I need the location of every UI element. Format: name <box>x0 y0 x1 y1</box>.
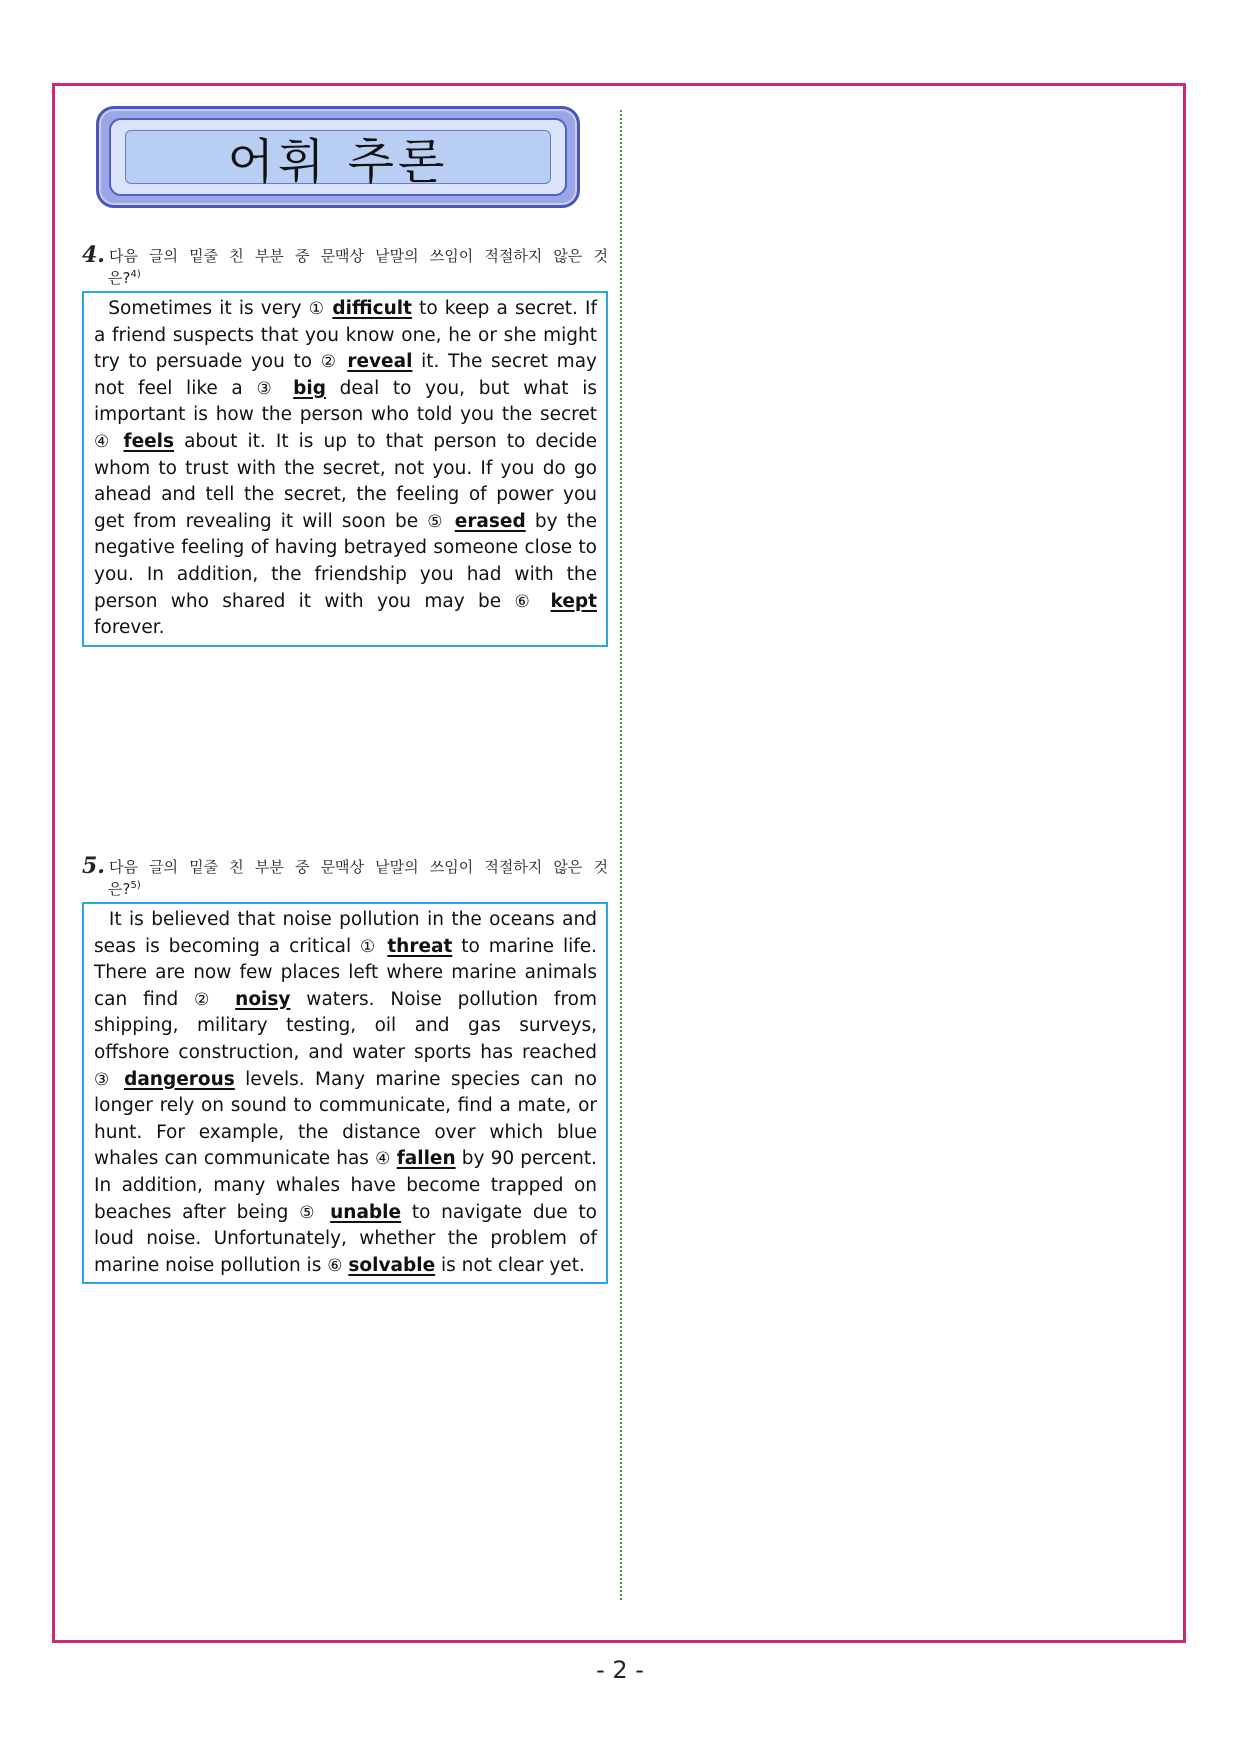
underlined-word: kept <box>550 590 597 612</box>
passage-text: it. The secret may not feel like a <box>94 351 597 399</box>
underlined-word: erased <box>454 510 526 532</box>
passage-text: by the negative feeling of having betrayed someone close to you. In addition, the friendship you had with the person who shared it with you may be <box>94 510 597 612</box>
footnote-marker: 4) <box>130 269 141 280</box>
question-number: 5. <box>82 853 105 879</box>
question-header <box>82 853 608 879</box>
underlined-word: solvable <box>348 1254 436 1276</box>
passage-text: waters. Noise pollution from shipping, military testing, oil and gas surveys, offshore construction, and water sports has reached <box>94 988 597 1063</box>
footnote-marker: 5) <box>130 880 141 891</box>
choice-marker: ④ <box>94 431 114 452</box>
passage-box <box>82 902 608 1284</box>
passage-text: to keep a secret. If a friend suspects that you know one, he or she might try to persuade you to <box>94 298 597 373</box>
underlined-word: threat <box>387 935 453 957</box>
choice-marker: ⑤ <box>427 511 446 532</box>
title-banner-frame <box>109 118 567 196</box>
question-prompt-cont <box>82 266 608 287</box>
underlined-word: dangerous <box>124 1068 235 1090</box>
title-banner-inner <box>125 130 551 190</box>
passage-text: Sometimes it is very <box>94 298 309 319</box>
passage-text: to navigate due to loud noise. Unfortunately, whether the problem of marine noise pollution is <box>94 1201 598 1276</box>
passage-text: by 90 percent. In addition, many whales have become trapped on beaches after being <box>94 1148 597 1223</box>
choice-marker: ① <box>308 299 326 319</box>
question-prompt-end: 은? <box>108 880 131 898</box>
underlined-word: reveal <box>347 351 413 373</box>
passage-text <box>113 431 123 452</box>
passage-box <box>82 291 608 647</box>
passage-text: is not clear yet. <box>435 1254 585 1276</box>
question-prompt: 다음 글의 밑줄 친 부분 중 문맥상 낱말의 쓰임이 적절하지 않은 것 <box>108 247 608 265</box>
passage-text <box>279 378 293 399</box>
passage-text: to marine life. There are now few places left where marine animals can find <box>94 935 598 1010</box>
passage-text <box>537 591 550 612</box>
choice-marker: ⑥ <box>514 591 538 612</box>
choice-marker: ③ <box>94 1069 114 1090</box>
choice-marker: ③ <box>256 378 280 399</box>
underlined-word: unable <box>330 1201 402 1223</box>
passage-text <box>114 1069 124 1090</box>
passage-text <box>378 936 387 957</box>
passage-text: levels. Many marine species can no longer rely on sound to communicate, find a mate, or hunt. For example, the distance over which blue whales can communicate has <box>94 1068 597 1170</box>
choice-marker: ① <box>360 936 379 957</box>
question-prompt-end: 은? <box>108 269 131 287</box>
column-divider <box>620 110 622 1600</box>
choice-marker: ⑤ <box>299 1202 320 1223</box>
passage-text <box>446 511 455 532</box>
choice-marker: ② <box>194 989 220 1010</box>
passage-text: about it. It is up to that person to decide whom to trust with the secret, not you. If you do go ahead and tell the secret, the feeling of power you get from revealing it will soon be <box>94 430 597 532</box>
choice-marker: ④ <box>375 1149 391 1170</box>
question-number: 4. <box>82 242 105 268</box>
passage-text: deal to you, but what is important is how the person who told you the secret <box>94 377 597 426</box>
question-5 <box>82 853 608 1284</box>
underlined-word: fallen <box>396 1148 456 1170</box>
underlined-word: difficult <box>332 298 412 319</box>
underlined-word: big <box>293 377 326 399</box>
underlined-word: noisy <box>235 988 291 1010</box>
question-prompt: 다음 글의 밑줄 친 부분 중 문맥상 낱말의 쓰임이 적절하지 않은 것 <box>108 858 608 876</box>
passage-text <box>219 989 235 1010</box>
question-4 <box>82 242 608 647</box>
choice-marker: ② <box>320 352 339 373</box>
question-header <box>82 242 608 268</box>
underlined-word: feels <box>123 430 175 452</box>
title-banner <box>96 106 580 208</box>
passage-text: forever. <box>94 617 165 639</box>
section-title: 어휘 추론 <box>227 133 449 190</box>
passage-text: It is believed that noise pollution in the oceans and seas is becoming a critical <box>94 909 597 957</box>
question-prompt-cont <box>82 877 608 898</box>
page-number: - 2 - <box>596 1656 644 1684</box>
choice-marker: ⑥ <box>327 1255 343 1276</box>
passage-text <box>319 1202 330 1223</box>
